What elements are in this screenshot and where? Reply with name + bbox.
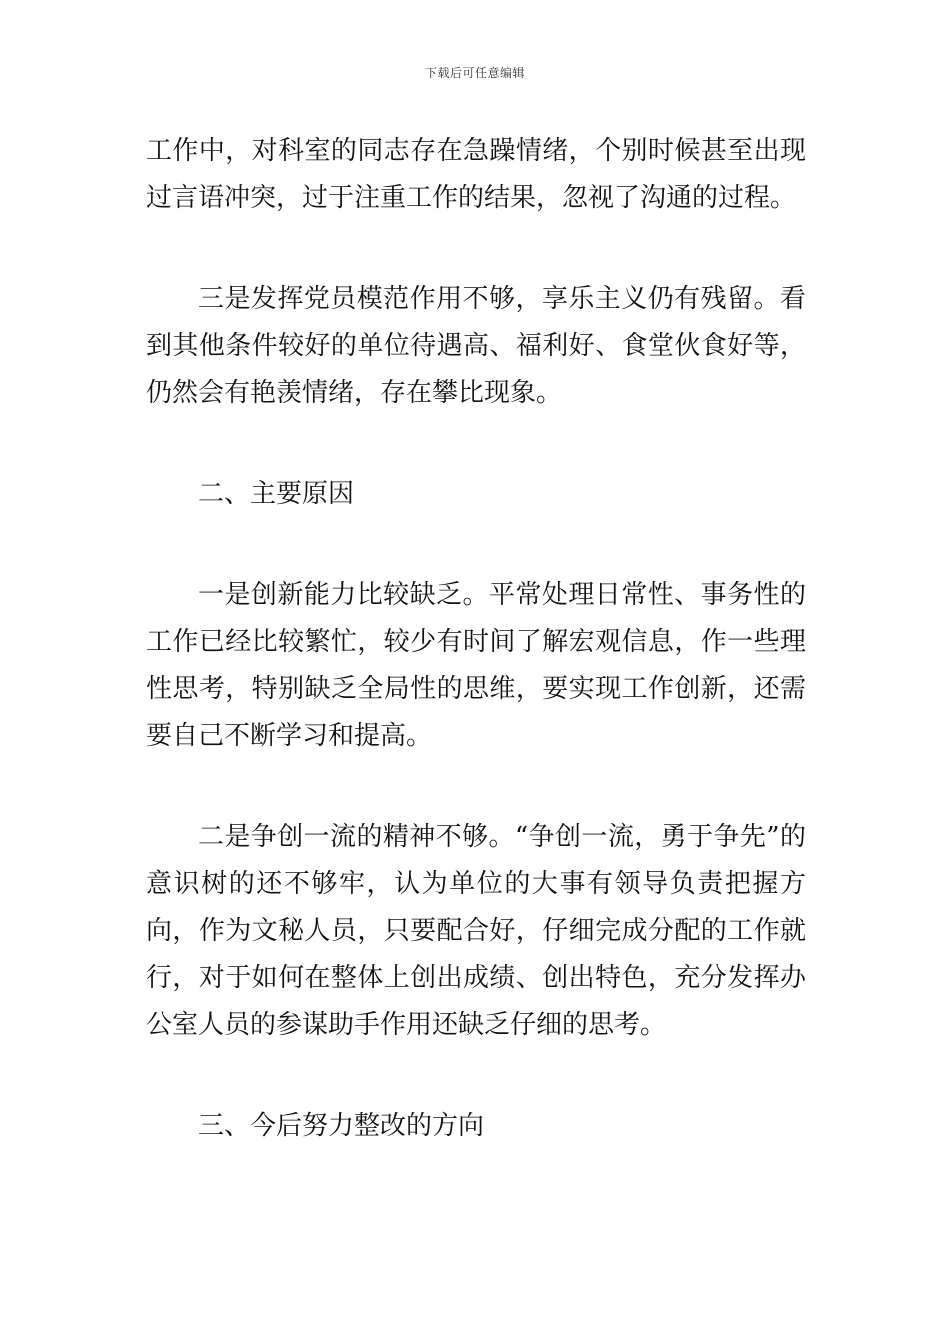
paragraph-reason-two: 二是争创一流的精神不够。“争创一流，勇于争先”的意识树的还不够牢，认为单位的大事有领导负责把握方向，作为文秘人员，只要配合好，仔细完成分配的工作就行，对于如何在整体上创出成绩、创出特色，充分发挥办公室人员的参谋助手作用还缺乏仔细的思考。	[146, 822, 806, 1040]
document-body	[146, 128, 806, 1150]
section-heading-main-reasons: 二、主要原因	[198, 479, 355, 509]
section-heading-rectification: 三、今后努力整改的方向	[198, 1111, 485, 1141]
paragraph-point-three: 三是发挥党员模范作用不够，享乐主义仍有残留。看到其他条件较好的单位待遇高、福利好、食堂伙食好等，仍然会有艳羡情绪，存在攀比现象。	[146, 284, 806, 408]
paragraph-continuation: 工作中，对科室的同志存在急躁情绪，个别时候甚至出现过言语冲突，过于注重工作的结果，忽视了沟通的过程。	[146, 136, 806, 213]
paragraph-reason-one: 一是创新能力比较缺乏。平常处理日常性、事务性的工作已经比较繁忙，较少有时间了解宏观信息，作一些理性思考，特别缺乏全局性的思维，要实现工作创新，还需要自己不断学习和提高。	[146, 580, 806, 751]
header-note: 下载后可任意编辑	[424, 66, 525, 80]
